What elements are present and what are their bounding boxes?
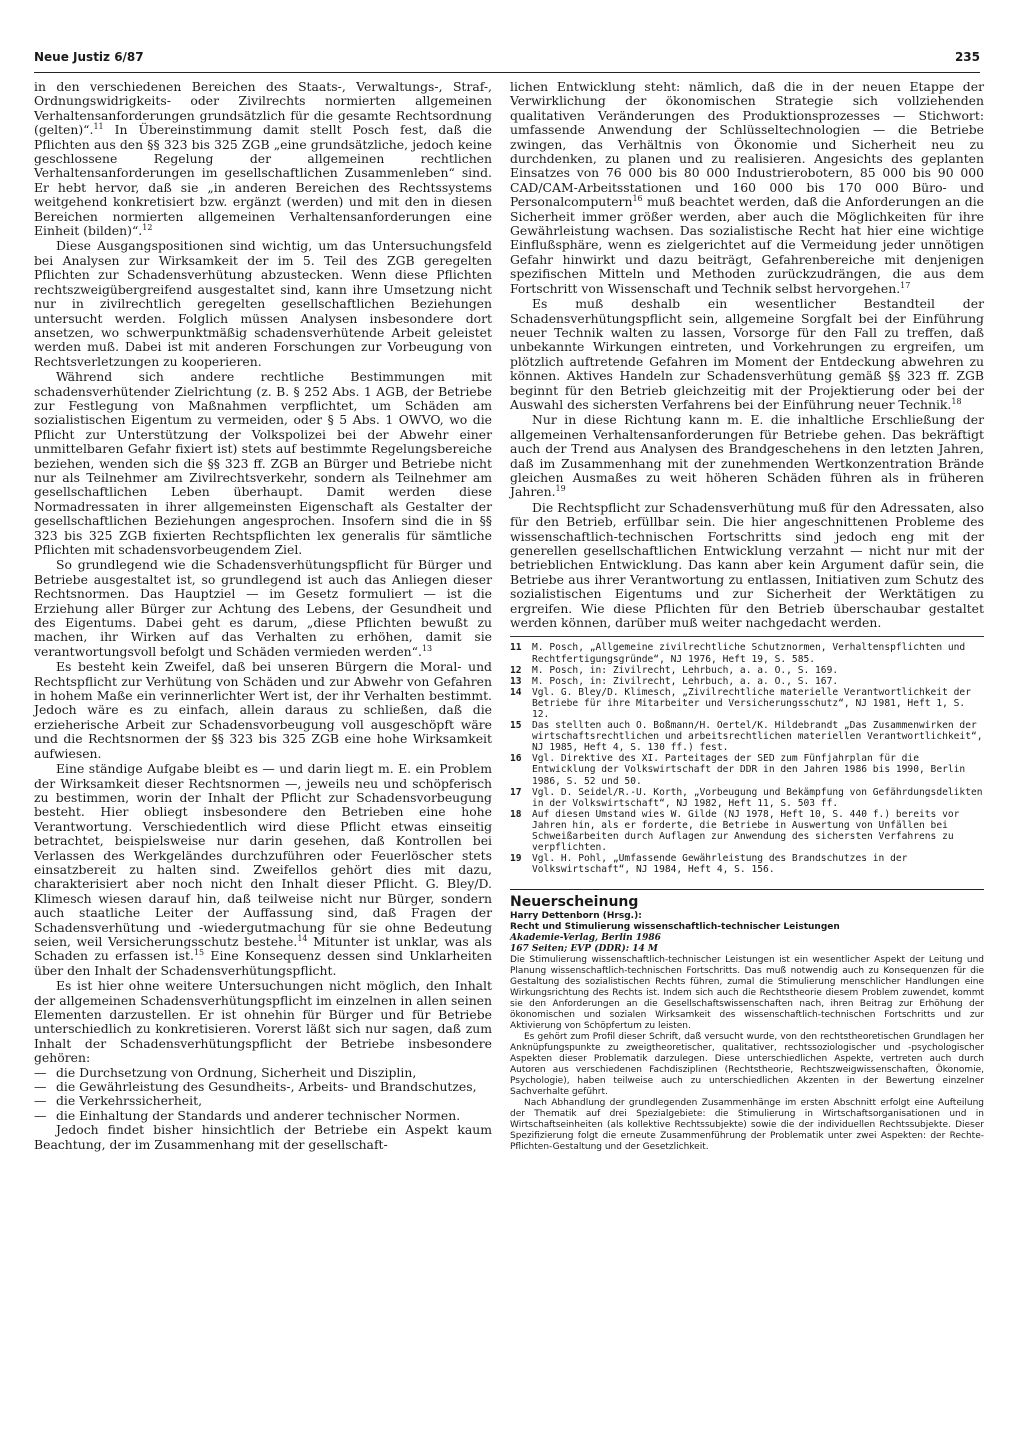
list-item: — die Durchsetzung von Ordnung, Sicherheit und Disziplin, <box>34 1066 492 1080</box>
footnote: 12 M. Posch, in: Zivilrecht, Lehrbuch, a. a. O., S. 169. <box>510 664 839 676</box>
footnote: 19 Vgl. H. Pohl, „Umfassende Gewährleistung des Brandschutzes in der Volkswirtschaft“, NJ 1984, Heft 4, S. 156. <box>510 853 908 876</box>
paragraph: Die Rechtspflicht zur Schadensverhütung muß für den Adressaten, also für den Betrieb, erfüllbar sein. Die hier angeschnittenen Probleme des wissenschaftlich-technischen Fortschritts sind jedoch eng mit der generellen gesellschaftlichen Entwicklung verzahnt — nicht nur mit der betrieblichen Entwicklung. Das kann aber kein Argument dafür sein, die Betriebe aus ihrer Verantwortung zu entlassen, Initiativen zum Schutz des sozialistischen Eigentums und zur Sicherheit der Werktätigen zu ergreifen. Wie diese Pflichten für den Betrieb überschaubar gestaltet werden können, darüber muß weiter nachgedacht werden. <box>510 499 984 631</box>
paragraph: lichen Entwicklung steht: nämlich, daß die in der neuen Etappe der Verwirklichung der ökonomischen Strategie sich vollziehenden qualitativen Veränderungen des Produktionsprozesses — Stichwort: umfassende Anwendung der Schlüsseltechnologien — die Betriebe zwingen, das Verhältnis von Ökonomie und Sicherheit neu zu durchdenken, zu planen und zu realisieren. Angesichts des geplanten Einsatzes von 76 000 bis 80 000 Industrierobotern, 85 000 bis 90 000 CAD/CAM-Arbeitsstationen und 160 000 bis 170 000 Büro- und Personalcomputern$^{16}$ muß beachtet werden, daß die Anforderungen an die Sicherheit immer größer werden, aber auch die Möglichkeiten für ihre Gewährleistung wachsen. Das sozialistische Recht hat hier eine wichtige Einflußsphäre, wenn es zielgerichtet auf die Vermeidung jeder unnötigen Gefahr hinwirkt und dazu beiträgt, Gefahrenbereiche mit denjenigen spezifischen Mitteln und Methoden zurückzudrängen, die aus dem Fortschritt von Wissenschaft und Technik selbst hervorgehen.$^{17}$ <box>510 79 984 296</box>
paragraph: Jedoch findet bisher hinsichtlich der Betriebe ein Aspekt kaum Beachtung, der im Zusammenhang mit der gesellschaft- <box>34 1122 492 1152</box>
paragraph: Es ist hier ohne weitere Untersuchungen nicht möglich, den Inhalt der allgemeinen Schadensverhütungspflicht im einzelnen in allen seinen Elementen darzustellen. Er ist ohnehin für Bürger und für Betriebe unterschiedlich zu konkretisieren. Vorerst läßt sich nur sagen, daß zum Inhalt der Schadensverhütungspflicht der Betriebe insbesondere gehören: <box>34 978 492 1066</box>
section-heading: Neuerscheinung <box>510 894 639 911</box>
book-title: Recht und Stimulierung wissenschaftlich-technischer Leistungen <box>510 922 840 933</box>
review-paragraph: Nach Abhandlung der grundlegenden Zusammenhänge im ersten Abschnitt erfolgt eine Aufteilung der Thematik auf drei Spezialgebiete: die Stimulierung in Wirtschaftsorganisationen und in Wirtschaftseinheiten (als kollektive Rechtssubjekte) sowie die der individuellen Rechtssubjekte. Dieser Spezifizierung folgt die erneute Zusammenführung der Problematik unter zwei Aspekten: der Rechte-Pflichten-Gestaltung und der Gesetzlichkeit. <box>510 1098 984 1153</box>
book-publisher: Akademie-Verlag, Berlin 1986 <box>510 933 661 944</box>
paragraph: in den verschiedenen Bereichen des Staats-, Verwaltungs-, Straf-, Ordnungswidrigkeits- oder Zivilrechts normierten allgemeinen Verhaltensanforderungen grundsätzlich für die gesamte Rechtsordnung (gelten)“.$^{11}$ In Übereinstimmung damit stellt Posch fest, daß die Pflichten aus den §§ 323 bis 325 ZGB „eine grundsätzliche, jedoch keine geschlossene Regelung der allgemeinen rechtlichen Verhaltensanforderungen im gesellschaftlichen Zusammenleben“ sind. Er hebt hervor, daß sie „in anderen Bereichen des Rechtssystems weitgehend konkretisiert bzw. ergänzt (werden) und mit den in diesen Bereichen normierten allgemeinen Verhaltensanforderungen eine Einheit (bilden)“.$^{12}$ <box>34 79 492 239</box>
footnote: 11 M. Posch, „Allgemeine zivilrechtliche Schutznormen, Verhaltenspflichten und Rechtfertigungsgründe“, NJ 1976, Heft 19, S. 585. <box>510 642 966 665</box>
footnote: 18 Auf diesen Umstand wies W. Gilde (NJ 1978, Heft 10, S. 440 f.) bereits vor Jahren hin, als er forderte, die Betriebe in Auswertung von Unfällen bei Schweißarbeiten durch Auflagen zur Anwendung des sichersten Verfahrens zu verpflichten. <box>510 808 960 854</box>
right-column <box>510 80 984 1153</box>
list-item: — die Einhaltung der Standards und anderer technischer Normen. <box>34 1109 492 1123</box>
book-details: 167 Seiten; EVP (DDR): 14 M <box>510 944 658 955</box>
page-header <box>34 50 980 73</box>
footnote: 13 M. Posch, in: Zivilrecht, Lehrbuch, a. a. O., S. 167. <box>510 675 839 687</box>
duty-list <box>34 1066 492 1124</box>
paragraph: Eine ständige Aufgabe bleibt es — und darin liegt m. E. ein Problem der Wirksamkeit dieser Rechtsnormen —, jeweils neu und schöpferisch zu bestimmen, worin der Inhalt der Pflicht zur Schadensvorbeugung besteht. Hier obliegt insbesondere den Betrieben eine hohe Verantwortung. Verschiedentlich wird diese Pflicht etwas einseitig betrachtet, beispielsweise nur darin gesehen, daß Kontrollen bei Verlassen des Werkgeländes durchzuführen oder Feuerlöscher stets einsatzbereit zu halten sind. Zweifellos gehört dies mit dazu, charakterisiert aber noch nicht den Inhalt dieser Pflicht. G. Bley/D. Klimesch wiesen darauf hin, daß teilweise nicht nur Bürger, sondern auch staatliche Leiter der Auffassung sind, daß Fragen der Schadensverhütung und -wiedergutmachung für sie ohne Bedeutung seien, weil Versicherungsschutz bestehe.$^{14}$ Mitunter ist unklar, was als Schaden zu erfassen ist.$^{15}$ Eine Konsequenz dessen sind Unklarheiten über den Inhalt der Schadensverhütungspflicht. <box>34 761 492 978</box>
paragraph: Es muß deshalb ein wesentlicher Bestandteil der Schadensverhütungspflicht sein, allgemeine Sorgfalt bei der Einführung neuer Technik walten zu lassen, Vorsorge für den Fall zu treffen, daß unbekannte Wirkungen eintreten, und Vorkehrungen zu ergreifen, um plötzlich auftretende Gefahren im Moment der Entdeckung abwehren zu können. Aktives Handeln zur Schadensverhütung gemäß §§ 323 ff. ZGB beginnt für den Betrieb gleichzeitig mit der Projektierung oder bei der Auswahl des sichersten Verfahrens bei der Einführung neuer Technik.$^{18}$ <box>510 296 984 412</box>
list-item: — die Verkehrssicherheit, <box>34 1094 492 1108</box>
paragraph: Es besteht kein Zweifel, daß bei unseren Bürgern die Moral- und Rechtspflicht zur Verhütung von Schäden und zur Abwehr von Gefahren in hohem Maße ein verinnerlichter Wert ist, der ihr Verhalten bestimmt. Jedoch wäre es zu einfach, allein daraus zu schließen, daß die erzieherische Arbeit zur Schadensvorbeugung voll ausgeschöpft wäre und die Rechtsnormen der §§ 323 bis 325 ZGB eine hohe Wirksamkeit aufwiesen. <box>34 659 492 761</box>
footnote: 14 Vgl. G. Bley/D. Klimesch, „Zivilrechtliche materielle Verantwortlichkeit der Betriebe für ihre Mitarbeiter und Versicherungsschutz“, NJ 1981, Heft 1, S. 12. <box>510 686 971 720</box>
review-paragraph: Es gehört zum Profil dieser Schrift, daß versucht wurde, von den rechtstheoretischen Grundlagen her Anknüpfungspunkte zu zweigtheoretischer, qualitativer, rechtssoziologischer und -psychologischer Aspekten dieser Problematik darzulegen. Diese unterschiedlichen Aspekte, vertreten auch durch Autoren aus verschiedenen Fachdisziplinen (Rechtstheorie, Rechtszweigwissenschaften, Ökonomie, Psychologie), haben teilweise auch zu unterschiedlichen Akzenten in der Bewertung einzelner Sachverhalte geführt. <box>510 1032 984 1098</box>
book-announcement <box>510 889 984 1153</box>
paragraph: Nur in diese Richtung kann m. E. die inhaltliche Erschließung der allgemeinen Verhaltensanforderungen für Betriebe gehen. Das bekräftigt auch der Trend aus Analysen des Brandgeschehens in den letzten Jahren, daß im Zusammenhang mit der zunehmenden Wertkonzentration Brände gleichen Ausmaßes zu weit höheren Schäden führen als in früheren Jahren.$^{19}$ <box>510 412 984 500</box>
page-number: 235 <box>954 50 980 64</box>
paragraph: Diese Ausgangspositionen sind wichtig, um das Untersuchungsfeld bei Analysen zur Wirksamkeit der im 5. Teil des ZGB geregelten Pflichten zur Schadensverhütung abzustecken. Wenn diese Pflichten rechtszweigübergreifend ausgestaltet sind, kann ihre Umsetzung nicht nur in zivilrechtlich geregelten gesellschaftlichen Beziehungen untersucht werden. Folglich müssen Analysen insbesondere dort ansetzen, wo schwerpunktmäßig schadensverhütende Arbeit geleistet werden muß. Dabei ist mit anderen Forschungen zur Vorbeugung von Rechtsverletzungen zu kooperieren. <box>34 238 492 369</box>
list-item: — die Gewährleistung des Gesundheits-, Arbeits- und Brandschutzes, <box>34 1080 492 1094</box>
paragraph: So grundlegend wie die Schadensverhütungspflicht für Bürger und Betriebe ausgestaltet ist, so grundlegend ist auch das Anliegen dieser Rechtsnormen. Das Hauptziel — im Gesetz formuliert — ist die Erziehung aller Bürger zur Achtung des Lebens, der Gesundheit und des Eigentums. Dabei geht es darum, „diese Pflichten bewußt zu machen, ihr Wirken auf das Verhalten zu erhöhen, damit sie verantwortungsvoll befolgt und Schäden vermieden werden“.$^{13}$ <box>34 557 492 659</box>
footnote: 17 Vgl. D. Seidel/R.-U. Korth, „Vorbeugung und Bekämpfung von Gefährdungsdelikten in der Volkswirtschaft“, NJ 1982, Heft 11, S. 503 ff. <box>510 786 983 809</box>
footnote: 16 Vgl. Direktive des XI. Parteitages der SED zum Fünfjahrplan für die Entwicklung der Volkswirtschaft der DDR in den Jahren 1986 bis 1990, Berlin 1986, S. 52 und 50. <box>510 753 966 787</box>
paragraph: Während sich andere rechtliche Bestimmungen mit schadensverhütender Zielrichtung (z. B. § 252 Abs. 1 AGB, der Betriebe zur Festlegung von Maßnahmen verpflichtet, um Schäden am sozialistischen Eigentum zu vermeiden, oder § 5 Abs. 1 OWVO, wo die Pflicht zur Unterstützung der Volkspolizei bei der Abwehr einer unmittelbaren Gefahr fixiert ist) stets auf bestimmte Regelungsbereiche beziehen, wenden sich die §§ 323 ff. ZGB an Bürger und Betriebe nicht nur als Teilnehmer am Zivilrechtsverkehr, sondern als Teilnehmer am gesellschaftlichen Leben überhaupt. Damit werden diese Normadressaten in ihrer allgemeinsten Eigenschaft als Gestalter der gesellschaftlichen Beziehungen angesprochen. Insofern sind die in §§ 323 bis 325 ZGB fixierten Rechtspflichten lex generalis für sämtliche Pflichten mit schadensvorbeugendem Ziel. <box>34 369 492 557</box>
left-column <box>34 80 492 1152</box>
review-paragraph: Die Stimulierung wissenschaftlich-technischer Leistungen ist ein wesentlicher Aspekt der Leitung und Planung wissenschaftlich-technischen Fortschritts. Das muß notwendig auch zu Konsequenzen für die Gestaltung des sozialistischen Rechts führen, zumal die Stimulierung menschlicher Handlungen eine Wirkungsrichtung des Rechts ist. Indem sich auch die Rechtstheorie diesem Problem zuwendet, kommt sie den Anforderungen an die Gesellschaftswissenschaften nach, ihren Beitrag zur Erhöhung der ökonomischen und sozialen Wirksamkeit des wissenschaftlich-technischen Fortschritts und zur Aktivierung von Schöpfertum zu leisten. <box>510 955 984 1032</box>
journal-title: Neue Justiz 6/87 <box>34 50 144 64</box>
footnotes <box>510 642 984 875</box>
footnote: 15 Das stellten auch O. Boßmann/H. Oertel/K. Hildebrandt „Das Zusammenwirken der wirtschaftsrechtlichen und arbeitsrechtlichen materiellen Verantwortlichkeit“, NJ 1985, Heft 4, S. 130 ff.) fest. <box>510 720 983 754</box>
book-author: Harry Dettenborn (Hrsg.): <box>510 911 642 922</box>
footnote-divider <box>510 636 984 637</box>
